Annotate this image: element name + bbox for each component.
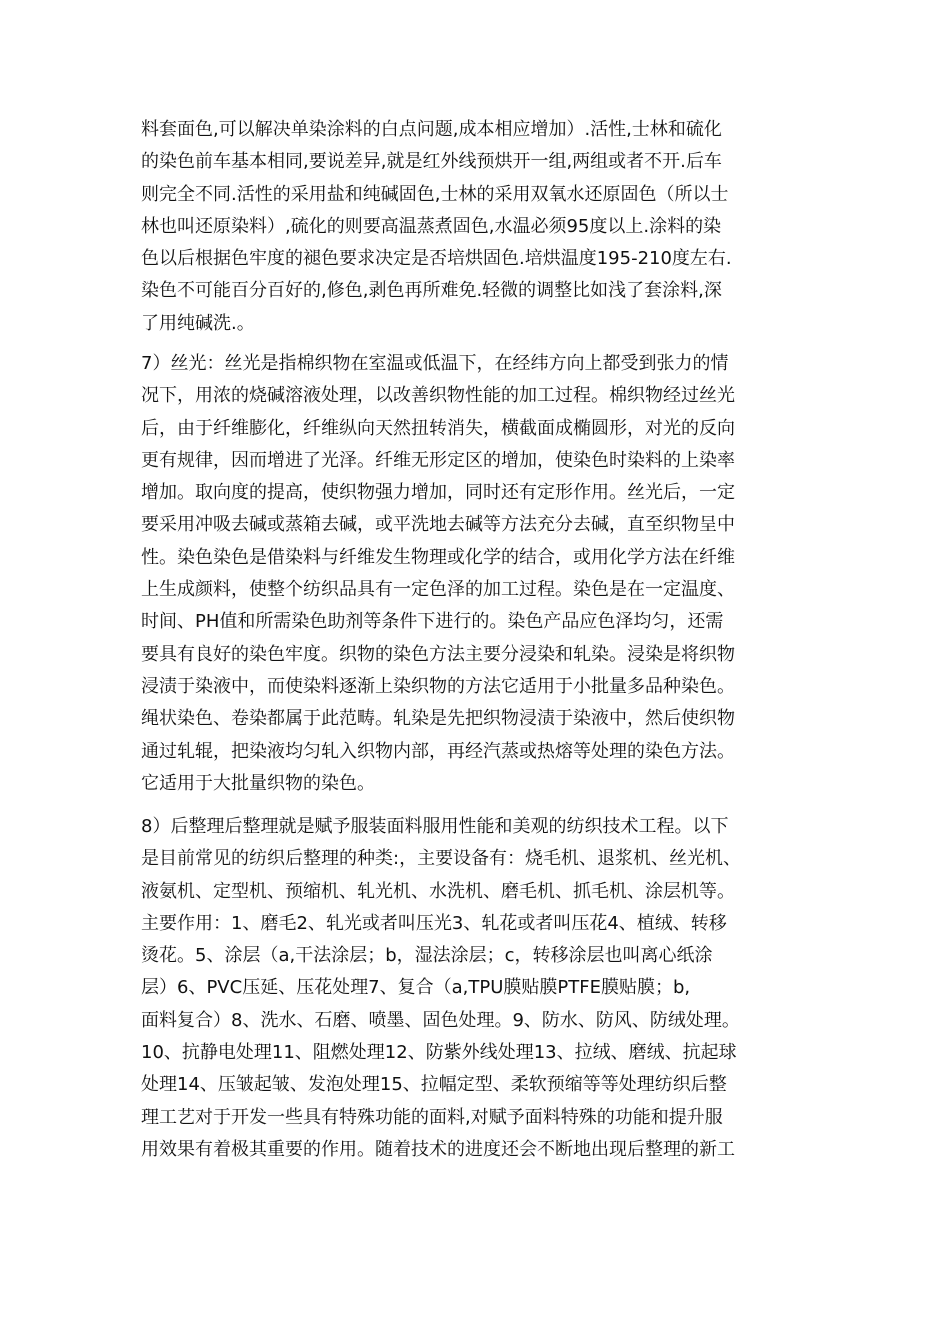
text-line: 处理14、压皱起皱、发泡处理15、拉幅定型、柔软预缩等等处理纺织后整 bbox=[141, 1074, 727, 1096]
text-line: 色以后根据色牢度的褪色要求决定是否培烘固色.培烘温度195-210度左右. bbox=[141, 248, 732, 270]
text-line: 烫花。5、涂层（a,干法涂层；b，湿法涂层；c，转移涂层也叫离心纸涂 bbox=[141, 945, 713, 967]
text-line: 7）丝光：丝光是指棉织物在室温或低温下，在经纬方向上都受到张力的情 bbox=[141, 353, 729, 374]
text-line: 更有规律，因而增进了光泽。纤维无形定区的增加，使染色时染料的上染率 bbox=[141, 449, 735, 471]
text-line: 通过轧辊，把染液均匀轧入织物内部，再经汽蒸或热熔等处理的染色方法。 bbox=[141, 740, 735, 762]
text-line: 了用纯碱洗.。 bbox=[141, 312, 255, 334]
text-line: 时间、PH值和所需染色助剂等条件下进行的。染色产品应色泽均匀，还需 bbox=[141, 611, 724, 633]
text-line: 后，由于纤维膨化，纤维纵向天然扭转消失，横截面成椭圆形，对光的反向 bbox=[141, 417, 735, 439]
text-line: 液氨机、定型机、预缩机、轧光机、水洗机、磨毛机、抓毛机、涂层机等。 bbox=[141, 880, 735, 902]
text-line: 10、抗静电处理11、阻燃处理12、防紫外线处理13、拉绒、磨绒、抗起球 bbox=[141, 1042, 737, 1064]
text-line: 是目前常见的纺织后整理的种类:，主要设备有：烧毛机、退浆机、丝光机、 bbox=[141, 848, 742, 870]
paragraph-finishing bbox=[141, 811, 821, 1166]
text-line: 浸渍于染液中，而使染料逐渐上染织物的方法它适用于小批量多品种染色。 bbox=[141, 675, 735, 697]
text-line: 8）后整理后整理就是赋予服装面料服用性能和美观的纺织技术工程。以下 bbox=[141, 816, 729, 837]
text-line: 况下，用浓的烧碱溶液处理，以改善织物性能的加工过程。棉织物经过丝光 bbox=[141, 385, 735, 407]
paragraph-mercerizing bbox=[141, 348, 821, 800]
text-line: 上生成颜料，使整个纺织品具有一定色泽的加工过程。染色是在一定温度、 bbox=[141, 579, 735, 601]
text-line: 理工艺对于开发一些具有特殊功能的面料,对赋予面料特殊的功能和提升服 bbox=[141, 1106, 723, 1128]
text-line: 性。染色染色是借染料与纤维发生物理或化学的结合，或用化学方法在纤维 bbox=[141, 546, 735, 568]
paragraph-dyeing-fixation bbox=[141, 114, 821, 340]
text-line: 染色不可能百分百好的,修色,剥色再所难免.轻微的调整比如浅了套涂料,深 bbox=[141, 280, 722, 302]
text-line: 增加。取向度的提高，使织物强力增加，同时还有定形作用。丝光后，一定 bbox=[141, 482, 735, 504]
text-line: 用效果有着极其重要的作用。随着技术的进度还会不断地出现后整理的新工 bbox=[141, 1138, 735, 1160]
text-line: 层）6、PVC压延、压花处理7、复合（a,TPU膜贴膜PTFE膜贴膜；b, bbox=[141, 977, 691, 999]
text-line: 的染色前车基本相同,要说差异,就是红外线预烘开一组,两组或者不开.后车 bbox=[141, 151, 722, 173]
text-line: 要采用冲吸去碱或蒸箱去碱，或平洗地去碱等方法充分去碱，直至织物呈中 bbox=[141, 514, 735, 536]
text-line: 林也叫还原染料）,硫化的则要高温蒸煮固色,水温必须95度以上.涂料的染 bbox=[141, 215, 722, 237]
text-line: 料套面色,可以解决单染涂料的白点问题,成本相应增加）.活性,士林和硫化 bbox=[141, 119, 722, 140]
text-line: 绳状染色、卷染都属于此范畴。轧染是先把织物浸渍于染液中，然后使织物 bbox=[141, 708, 735, 730]
text-line: 则完全不同.活性的采用盐和纯碱固色,士林的采用双氧水还原固色（所以士 bbox=[141, 183, 729, 205]
text-line: 面料复合）8、洗水、石磨、喷墨、固色处理。9、防水、防风、防绒处理。 bbox=[141, 1009, 740, 1031]
text-line: 主要作用：1、磨毛2、轧光或者叫压光3、轧花或者叫压花4、植绒、转移 bbox=[141, 912, 727, 934]
text-line: 它适用于大批量织物的染色。 bbox=[141, 772, 375, 794]
text-line: 要具有良好的染色牢度。织物的染色方法主要分浸染和轧染。浸染是将织物 bbox=[141, 643, 735, 665]
